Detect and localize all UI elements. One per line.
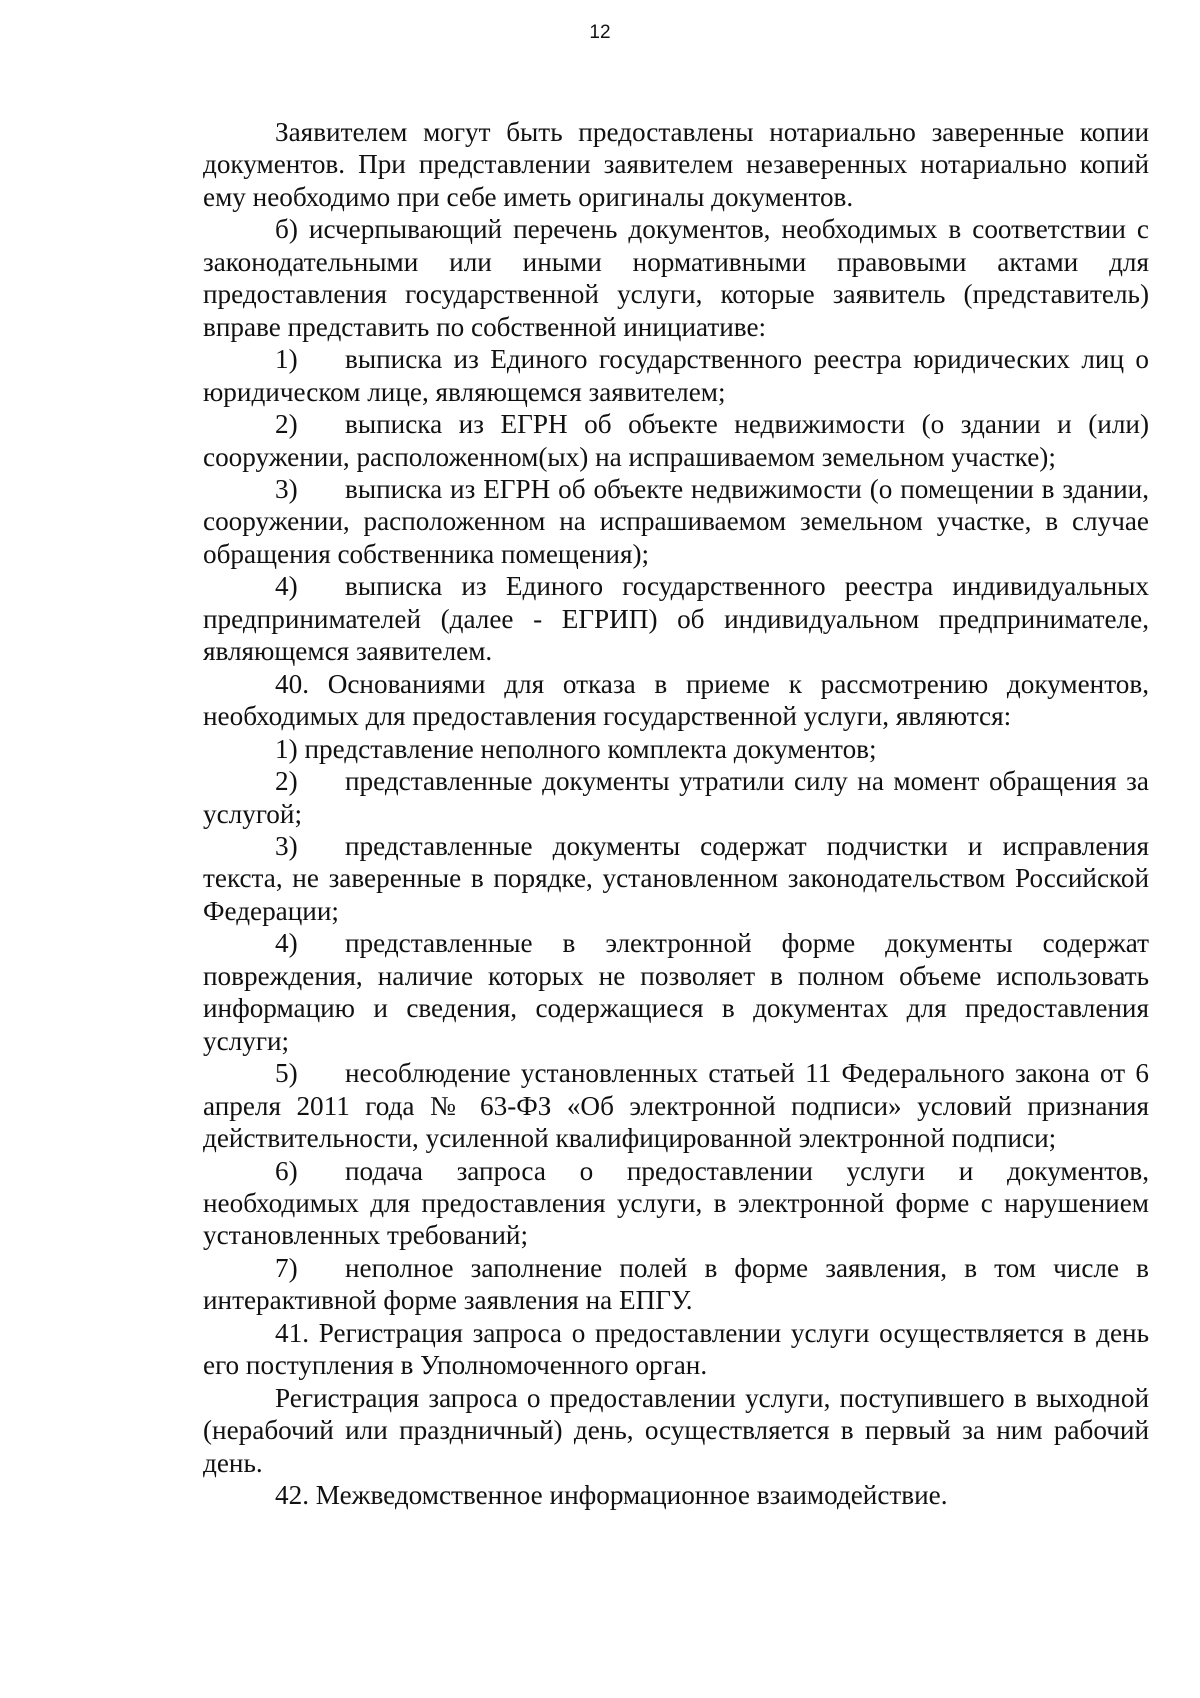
- paragraph-42-interagency: 42. Межведомственное информационное взаимодействие.: [275, 1480, 948, 1511]
- refusal-item-6: [203, 1155, 1149, 1252]
- list-item-number: 5): [275, 1058, 298, 1089]
- list-item-text: несоблюдение установленных статьей 11 Федерального закона от 6 апреля 2011 года № 63-ФЗ «Об электронной подписи» условий признания действительности, усиленной квалифицированной электронной подписи;: [203, 1058, 1149, 1154]
- list-item-number: 1): [275, 344, 298, 375]
- list-item-text: представленные документы содержат подчистки и исправления текста, не заверенные в порядке, установленном законодательством Российской Федерации;: [203, 830, 1149, 926]
- list-item-number: 6): [275, 1155, 298, 1186]
- list-item-text: выписка из Единого государственного реестра юридических лиц о юридическом лице, являющемся заявителем;: [203, 344, 1149, 407]
- list-item-text: выписка из ЕГРН об объекте недвижимости (о здании и (или) сооружении, расположенном(ых) на испрашиваемом земельном участке);: [203, 409, 1149, 472]
- page-number: 12: [589, 22, 611, 43]
- refusal-item-7: [203, 1252, 1149, 1317]
- paragraph-registration-holiday: Регистрация запроса о предоставлении услуги, поступившего в выходной (нерабочий или праздничный) день, осуществляется в первый за ним рабочий день.: [203, 1382, 1149, 1478]
- list-item-number: 3): [275, 473, 298, 504]
- paragraph-optional-documents-list: б) исчерпывающий перечень документов, необходимых в соответствии с законодательными или иными нормативными правовыми актами для предоставления государственной услуги, которые заявитель (представитель) вправе представить по собственной инициативе:: [203, 214, 1149, 342]
- document-body: [203, 116, 1149, 1511]
- refusal-item-4: [203, 927, 1149, 1057]
- refusal-item-2: [203, 765, 1149, 830]
- list-item-3: [203, 473, 1149, 570]
- refusal-item-3: [203, 830, 1149, 927]
- list-item-number: 3): [275, 830, 298, 861]
- list-item-number: 4): [275, 928, 298, 959]
- list-item-text: неполное заполнение полей в форме заявления, в том числе в интерактивной форме заявления на ЕПГУ.: [203, 1252, 1149, 1316]
- list-item-2: [203, 408, 1149, 473]
- refusal-item-5: [203, 1057, 1149, 1154]
- list-item-text: представленные документы утратили силу на момент обращения за услугой;: [203, 766, 1149, 829]
- refusal-item-1: 1) представление неполного комплекта документов;: [275, 733, 877, 764]
- list-item-text: выписка из ЕГРН об объекте недвижимости (о помещении в здании, сооружении, расположенном на испрашиваемом земельном участке, в случае обращения собственника помещения);: [203, 473, 1149, 569]
- list-item-number: 7): [275, 1252, 298, 1283]
- list-item-number: 2): [275, 409, 298, 440]
- list-item-number: 2): [275, 766, 298, 797]
- list-item-text: представленные в электронной форме документы содержат повреждения, наличие которых не позволяет в полном объеме использовать информацию и сведения, содержащиеся в документах для предоставления услуги;: [203, 928, 1149, 1056]
- list-item-4: [203, 570, 1149, 667]
- paragraph-40-refusal-grounds: 40. Основаниями для отказа в приеме к рассмотрению документов, необходимых для предоставления государственной услуги, являются:: [203, 668, 1149, 732]
- paragraph-notarized-copies: Заявителем могут быть предоставлены нотариально заверенные копии документов. При представлении заявителем незаверенных нотариально копий ему необходимо при себе иметь оригиналы документов.: [203, 117, 1149, 212]
- list-item-number: 4): [275, 571, 298, 602]
- list-item-text: выписка из Единого государственного реестра индивидуальных предпринимателей (далее - ЕГРИП) об индивидуальном предпринимателе, являющемся заявителем.: [203, 571, 1149, 667]
- list-item-text: подача запроса о предоставлении услуги и документов, необходимых для предоставления услуги, в электронной форме с нарушением установленных требований;: [203, 1155, 1149, 1251]
- paragraph-41-registration: 41. Регистрация запроса о предоставлении услуги осуществляется в день его поступления в Уполномоченного орган.: [203, 1317, 1149, 1381]
- list-item-1: [203, 343, 1149, 408]
